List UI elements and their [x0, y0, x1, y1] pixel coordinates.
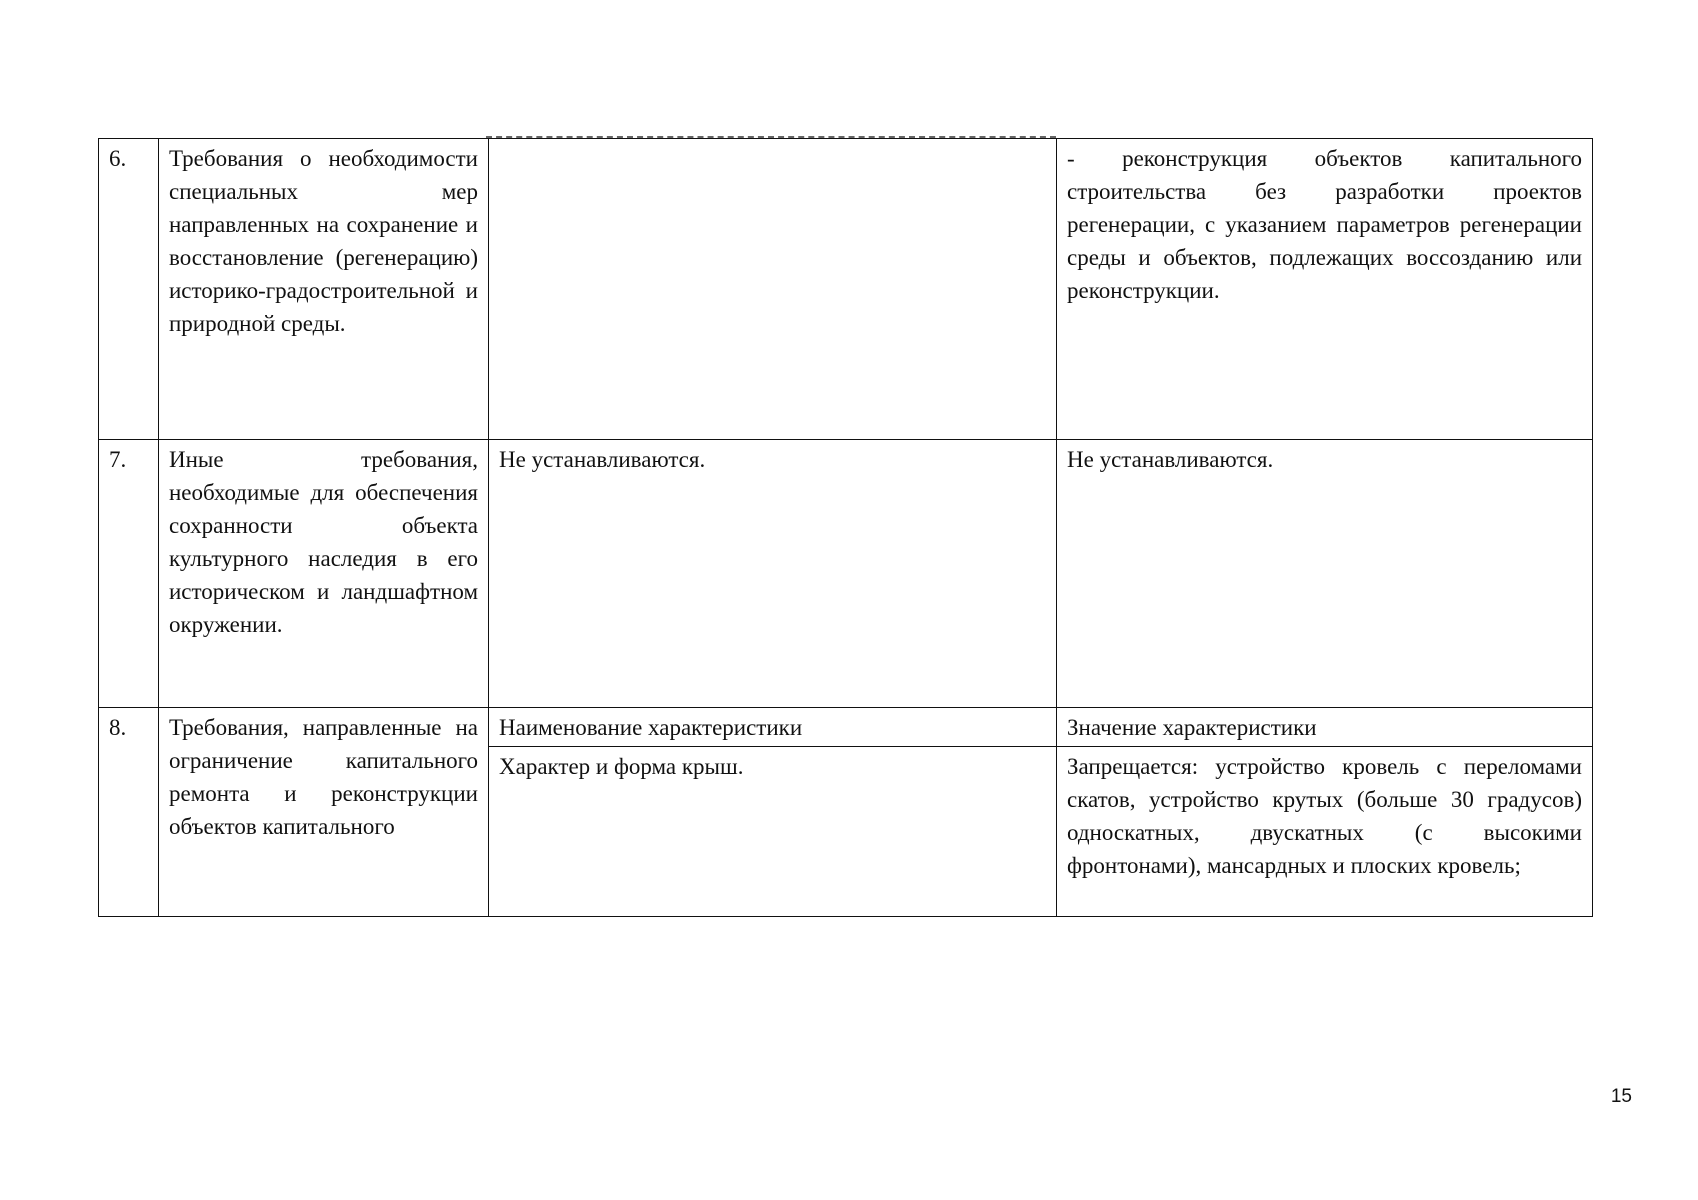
row-number: 6. [99, 139, 159, 440]
row-number: 8. [99, 708, 159, 917]
table-row [99, 139, 1593, 440]
characteristic-name-header: Наименование характеристики [489, 708, 1057, 747]
table-row [99, 440, 1593, 708]
table-row [99, 708, 1593, 747]
row-number: 7. [99, 440, 159, 708]
requirement-cell: Иные требования, необходимые для обеспечения сохранности объекта культурного наследия в его историческом и ландшафтном окружении. [159, 440, 489, 708]
requirement-cell: Требования, направленные на ограничение капитального ремонта и реконструкции объектов капитального [159, 708, 489, 917]
value-cell: Не устанавливаются. [1057, 440, 1593, 708]
characteristic-value-header: Значение характеристики [1057, 708, 1593, 747]
requirement-cell: Требования о необходимости специальных мер направленных на сохранение и восстановление (регенерацию) историко-градостроительной и природной среды. [159, 139, 489, 440]
middle-cell: Характер и форма крыш. [489, 747, 1057, 917]
middle-cell: Не устанавливаются. [489, 440, 1057, 708]
value-cell: Запрещается: устройство кровель с переломами скатов, устройство крутых (больше 30 градусов) односкатных, двускатных (с высокими фронтонами), мансардных и плоских кровель; [1057, 747, 1593, 917]
requirements-table [98, 138, 1593, 917]
middle-cell [489, 139, 1057, 440]
page-number: 15 [1610, 1086, 1632, 1107]
value-cell: - реконструкция объектов капитального строительства без разработки проектов регенерации, с указанием параметров регенерации среды и объектов, подлежащих воссозданию или реконструкции. [1057, 139, 1593, 440]
